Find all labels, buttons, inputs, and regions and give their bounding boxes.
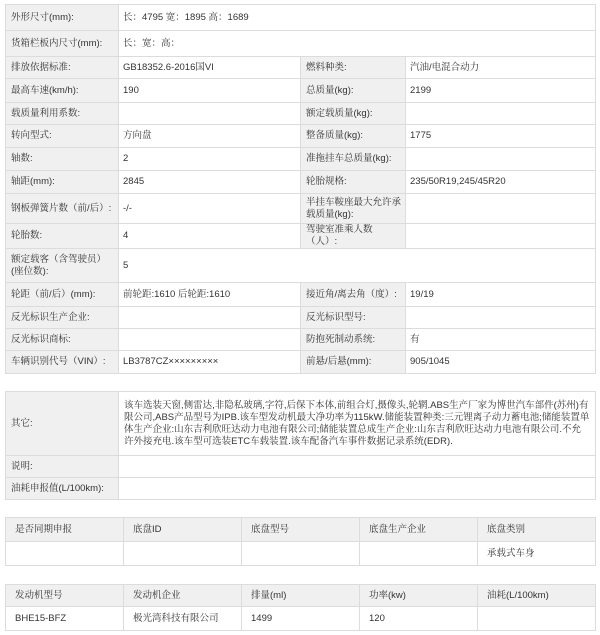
- chassis-cell: [6, 542, 124, 566]
- spec-value: 长：4795 宽：1895 高：1689: [119, 5, 596, 31]
- spec-label: 接近角/离去角（度）:: [301, 283, 406, 307]
- spec-value: [119, 103, 301, 125]
- spec-value: 905/1045: [406, 351, 596, 374]
- chassis-cell: 承载式车身: [478, 542, 596, 566]
- engine-table-body: [6, 585, 596, 631]
- spec-label: 转向型式:: [6, 125, 119, 148]
- spec-row: [6, 148, 596, 171]
- engine-data-row: [6, 607, 596, 631]
- spec-label: 轴距(mm):: [6, 171, 119, 194]
- notes-table-body: [6, 392, 596, 500]
- notes-row-fuel: [6, 478, 596, 500]
- spec-label: 钢板弹簧片数（前/后）:: [6, 194, 119, 224]
- spec-value: [119, 329, 301, 351]
- spec-label: 准拖挂车总质量(kg):: [301, 148, 406, 171]
- spec-value: LB3787CZ×××××××××: [119, 351, 301, 374]
- spec-row: [6, 329, 596, 351]
- spec-row-cargo-box: [6, 31, 596, 57]
- spec-row-seats: [6, 249, 596, 283]
- engine-header: 发动机企业: [124, 585, 242, 607]
- notes-label-description: 说明:: [6, 456, 119, 478]
- spec-label: 前悬/后悬(mm):: [301, 351, 406, 374]
- chassis-header: 底盘型号: [242, 518, 360, 542]
- spec-label: 最高车速(km/h):: [6, 79, 119, 103]
- engine-header: 发动机型号: [6, 585, 124, 607]
- engine-cell: 1499: [242, 607, 360, 631]
- engine-header-row: [6, 585, 596, 607]
- spec-label: 总质量(kg):: [301, 79, 406, 103]
- chassis-table: [5, 517, 596, 566]
- chassis-data-row: [6, 542, 596, 566]
- notes-label-other: 其它:: [6, 392, 119, 456]
- notes-table: [5, 391, 596, 500]
- chassis-cell: [242, 542, 360, 566]
- spec-value: [406, 307, 596, 329]
- engine-header: 排量(ml): [242, 585, 360, 607]
- engine-header: 油耗(L/100km): [478, 585, 596, 607]
- spec-value: [406, 103, 596, 125]
- chassis-header: 底盘生产企业: [360, 518, 478, 542]
- spec-label: 排放依据标准:: [6, 57, 119, 79]
- spec-value: [406, 224, 596, 249]
- engine-cell: 极光湾科技有限公司: [124, 607, 242, 631]
- chassis-header: 底盘ID: [124, 518, 242, 542]
- spec-label: 防抱死制动系统:: [301, 329, 406, 351]
- spec-label: 轮胎规格:: [301, 171, 406, 194]
- spec-value: 汽油/电混合动力: [406, 57, 596, 79]
- chassis-table-body: [6, 518, 596, 566]
- spec-value: 方向盘: [119, 125, 301, 148]
- spec-row: [6, 79, 596, 103]
- spec-row-dimensions: [6, 5, 596, 31]
- spec-table: [5, 4, 596, 374]
- spec-value: 235/50R19,245/45R20: [406, 171, 596, 194]
- engine-cell: 120: [360, 607, 478, 631]
- spec-value: [406, 194, 596, 224]
- engine-table: [5, 584, 596, 631]
- engine-header: 功率(kw): [360, 585, 478, 607]
- spec-label: 燃料种类:: [301, 57, 406, 79]
- spec-row: [6, 283, 596, 307]
- spec-value: 4: [119, 224, 301, 249]
- engine-cell: [478, 607, 596, 631]
- spec-table-body: [6, 5, 596, 374]
- chassis-header: 是否同期申报: [6, 518, 124, 542]
- chassis-header: 底盘类别: [478, 518, 596, 542]
- spec-value: 2: [119, 148, 301, 171]
- spec-label: 额定载质量(kg):: [301, 103, 406, 125]
- notes-value-other: 该车选装天窗,侧雷达,非隐私玻璃,字符,后保下本体,前组合灯,摄像头,轮辋.ABS生产厂家为博世汽车部件(苏州)有限公司,ABS产品型号为IPB.该车型发动机最大净功率为115kW.储能装置种类:三元锂离子动力蓄电池;储能装置单体生产企业:山东吉利欣旺达动力电池有限公司;储能装置总成生产企业:山东吉利欣旺达动力电池有限公司.不允许外接充电.该车型可选装ETC车载装置.该车配备汽车事件数据记录系统(EDR).: [119, 392, 596, 456]
- notes-row-other: [6, 392, 596, 456]
- spec-label: 货箱栏板内尺寸(mm):: [6, 31, 119, 57]
- spec-value: 前轮距:1610 后轮距:1610: [119, 283, 301, 307]
- spec-value: 长：宽：高：: [119, 31, 596, 57]
- spec-value: 2199: [406, 79, 596, 103]
- spec-value: -/-: [119, 194, 301, 224]
- spec-label: 半挂车鞍座最大允许承载质量(kg):: [301, 194, 406, 224]
- spec-value: GB18352.6-2016国VI: [119, 57, 301, 79]
- spec-label: 反光标识商标:: [6, 329, 119, 351]
- spec-value: 5: [119, 249, 596, 283]
- spec-row: [6, 103, 596, 125]
- spec-label: 轴数:: [6, 148, 119, 171]
- spec-value: [406, 148, 596, 171]
- spec-row: [6, 57, 596, 79]
- spec-label: 车辆识别代号（VIN）:: [6, 351, 119, 374]
- spec-label: 额定载客（含驾驶员）(座位数):: [6, 249, 119, 283]
- spec-label: 外形尺寸(mm):: [6, 5, 119, 31]
- spec-label: 反光标识型号:: [301, 307, 406, 329]
- spec-value: 190: [119, 79, 301, 103]
- chassis-header-row: [6, 518, 596, 542]
- notes-value-fuel: [119, 478, 596, 500]
- notes-value-description: [119, 456, 596, 478]
- spec-row: [6, 194, 596, 224]
- spec-row: [6, 351, 596, 374]
- spec-value: 有: [406, 329, 596, 351]
- spec-label: 反光标识生产企业:: [6, 307, 119, 329]
- spec-label: 整备质量(kg):: [301, 125, 406, 148]
- spec-row: [6, 125, 596, 148]
- spec-value: 2845: [119, 171, 301, 194]
- chassis-cell: [124, 542, 242, 566]
- spec-row: [6, 171, 596, 194]
- notes-label-fuel: 油耗申报值(L/100km):: [6, 478, 119, 500]
- spec-label: 轮距（前/后）(mm):: [6, 283, 119, 307]
- spec-label: 轮胎数:: [6, 224, 119, 249]
- spec-value: [119, 307, 301, 329]
- notes-row-description: [6, 456, 596, 478]
- spec-label: 载质量利用系数:: [6, 103, 119, 125]
- spec-value: 1775: [406, 125, 596, 148]
- spec-label: 驾驶室准乘人数（人）:: [301, 224, 406, 249]
- spec-row: [6, 307, 596, 329]
- spec-value: 19/19: [406, 283, 596, 307]
- spec-row: [6, 224, 596, 249]
- chassis-cell: [360, 542, 478, 566]
- engine-cell: BHE15-BFZ: [6, 607, 124, 631]
